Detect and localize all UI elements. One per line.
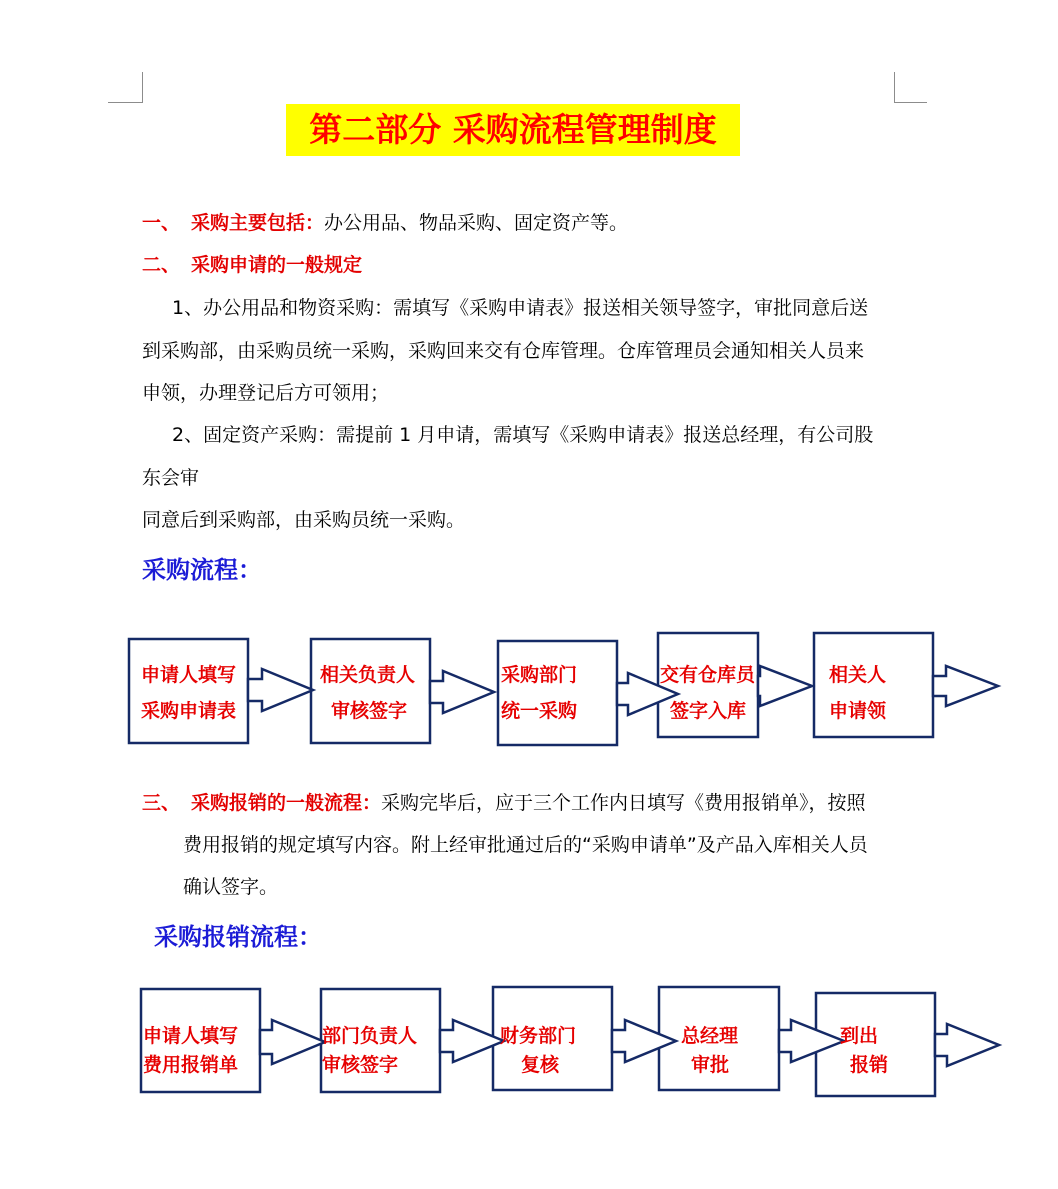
flow-2-arrow — [260, 1020, 325, 1064]
flow-1-arrow — [758, 666, 812, 706]
flow-1-box-1-line-2: 采购申请表 — [141, 700, 237, 722]
purchase-flow-diagram — [0, 620, 1058, 760]
section-2-paragraph-line: 2、固定资产采购：需提前 1 月申请，需填写《采购申请表》报送总经理，有公司股 — [172, 424, 874, 446]
flow-2-box-1-line-1: 申请人填写 — [143, 1025, 239, 1047]
flow-1-box-2-line-2: 审核签字 — [331, 700, 408, 722]
section-1-text: 办公用品、物品采购、固定资产等。 — [324, 212, 629, 234]
flow-1-box — [129, 639, 248, 743]
section-3-number: 三、 — [142, 792, 181, 814]
section-3-heading: 采购报销的一般流程： — [191, 792, 382, 814]
flow-2-box-2-line-1: 部门负责人 — [322, 1025, 418, 1047]
section-2-paragraph-line: 同意后到采购部，由采购员统一采购。 — [142, 509, 466, 531]
section-2-paragraph-line: 申领，办理登记后方可领用； — [142, 382, 390, 404]
flow-1-box-1-line-1: 申请人填写 — [141, 664, 237, 686]
section-1-number: 一、 — [142, 212, 181, 234]
flow-1-box-4-line-2: 签字入库 — [670, 700, 747, 722]
flow-2-box-3-line-1: 财务部门 — [500, 1025, 577, 1047]
flow-1-box-4-line-1: 交有仓库员 — [660, 664, 756, 686]
section-3 — [142, 791, 866, 815]
flow-1-arrow — [933, 666, 998, 706]
flow-1-box — [498, 641, 617, 745]
section-2-heading: 采购申请的一般规定 — [191, 254, 363, 276]
section-3-paragraph-line: 费用报销的规定填写内容。附上经审批通过后的“采购申请单”及产品入库相关人员 — [183, 834, 868, 856]
flow-2-heading: 采购报销流程： — [154, 923, 322, 951]
reimbursement-flow-diagram — [0, 980, 1058, 1105]
flow-2-box-2-line-2: 审核签字 — [322, 1054, 399, 1076]
flow-1-box-2-line-1: 相关负责人 — [320, 664, 416, 686]
flow-1-arrow — [430, 671, 494, 713]
crop-mark-top-left — [108, 72, 143, 103]
flow-2-arrow — [935, 1024, 999, 1066]
crop-mark-top-right — [894, 72, 927, 103]
flow-2-box-4-line-2: 审批 — [691, 1054, 730, 1076]
section-2-paragraph-line: 1、办公用品和物资采购：需填写《采购申请表》报送相关领导签字，审批同意后送 — [172, 297, 869, 319]
flow-1-box — [311, 639, 430, 743]
section-2-paragraph-line: 到采购部，由采购员统一采购，采购回来交有仓库管理。仓库管理员会通知相关人员来 — [142, 340, 865, 362]
flow-2-box-3-line-2: 复核 — [521, 1054, 560, 1076]
flow-1-heading: 采购流程： — [142, 556, 262, 584]
section-1 — [142, 211, 628, 235]
section-2 — [142, 253, 362, 277]
flow-1-box-5-line-1: 相关人 — [829, 664, 887, 686]
flow-1-box-3-line-2: 统一采购 — [501, 700, 578, 722]
flow-1-arrow — [248, 669, 313, 711]
flow-1-box-5-line-2: 申请领 — [829, 700, 887, 722]
section-1-heading: 采购主要包括： — [191, 212, 325, 234]
page-title: 第二部分 采购流程管理制度 — [286, 104, 740, 156]
flow-2-box-4-line-1: 总经理 — [681, 1025, 739, 1047]
flow-2-box-5-line-2: 报销 — [850, 1054, 889, 1076]
flow-2-box-1-line-2: 费用报销单 — [143, 1054, 239, 1076]
section-2-paragraph-line: 东会审 — [142, 467, 200, 489]
section-2-number: 二、 — [142, 254, 181, 276]
section-3-paragraph-line: 确认签字。 — [183, 876, 279, 898]
flow-1-box-3-line-1: 采购部门 — [501, 664, 578, 686]
section-3-text: 采购完毕后，应于三个工作内日填写《费用报销单》，按照 — [381, 792, 866, 814]
flow-2-box-5-line-1: 到出 — [840, 1025, 879, 1047]
